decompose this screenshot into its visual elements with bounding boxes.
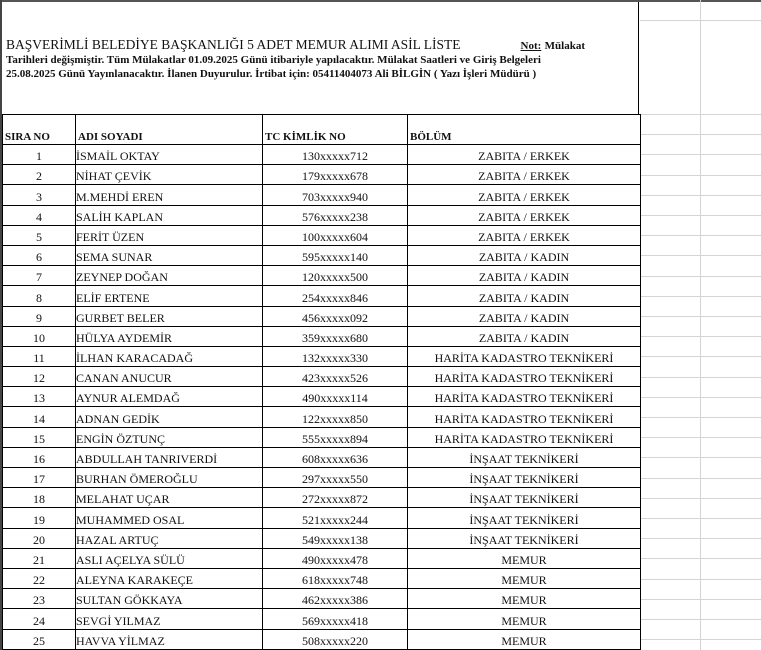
row-name[interactable]: ABDULLAH TANRIVERDİ <box>76 447 263 467</box>
table-row <box>3 629 641 649</box>
note-text-2: Tarihleri değişmiştir. Tüm Mülakatlar 01.09.2025 Günü itibariyle yapılacaktır. Mülakat Saatleri ve Giriş Belgeleri <box>6 54 541 66</box>
row-tc-no[interactable]: 272xxxxx872 <box>263 488 408 508</box>
row-tc-no[interactable]: 595xxxxx140 <box>263 245 408 265</box>
table-row <box>3 367 641 387</box>
row-name[interactable]: HAZAL ARTUÇ <box>76 528 263 548</box>
row-name[interactable]: SEVGİ YILMAZ <box>76 609 263 629</box>
row-department[interactable]: HARİTA KADASTRO TEKNİKERİ <box>408 387 641 407</box>
row-department[interactable]: MEMUR <box>408 568 641 588</box>
row-name[interactable]: NİHAT ÇEVİK <box>76 165 263 185</box>
table-row <box>3 589 641 609</box>
gridline-horizontal <box>640 134 762 135</box>
row-department[interactable]: MEMUR <box>408 548 641 568</box>
row-number[interactable]: 10 <box>3 326 76 346</box>
row-tc-no[interactable]: 703xxxxx940 <box>263 185 408 205</box>
row-name[interactable]: ADNAN GEDİK <box>76 407 263 427</box>
header-adi-soyadi[interactable]: ADI SOYADI <box>76 115 263 145</box>
row-department[interactable]: ZABITA / ERKEK <box>408 225 641 245</box>
table-row <box>3 185 641 205</box>
gridline-horizontal <box>640 296 762 297</box>
table-row <box>3 427 641 447</box>
row-tc-no[interactable]: 462xxxxx386 <box>263 589 408 609</box>
header-sira-no[interactable]: SIRA NO <box>3 115 76 145</box>
row-number[interactable]: 21 <box>3 548 76 568</box>
table-row <box>3 488 641 508</box>
gridline-horizontal <box>640 457 762 458</box>
row-department[interactable]: HARİTA KADASTRO TEKNİKERİ <box>408 427 641 447</box>
row-name[interactable]: ENGİN ÖZTUNÇ <box>76 427 263 447</box>
table-row <box>3 306 641 326</box>
row-name[interactable]: HAVVA YİLMAZ <box>76 629 263 649</box>
row-name[interactable]: CANAN ANUCUR <box>76 367 263 387</box>
row-department[interactable]: MEMUR <box>408 609 641 629</box>
gridline-horizontal <box>640 215 762 216</box>
row-name[interactable]: SULTAN GÖKKAYA <box>76 589 263 609</box>
gridline-horizontal <box>640 175 762 176</box>
row-tc-no[interactable]: 521xxxxx244 <box>263 508 408 528</box>
row-department[interactable]: HARİTA KADASTRO TEKNİKERİ <box>408 346 641 366</box>
table-row <box>3 508 641 528</box>
row-name[interactable]: SEMA SUNAR <box>76 245 263 265</box>
row-number[interactable]: 24 <box>3 609 76 629</box>
row-tc-no[interactable]: 130xxxxx712 <box>263 145 408 165</box>
row-number[interactable]: 4 <box>3 205 76 225</box>
table-row <box>3 165 641 185</box>
row-name[interactable]: SALİH KAPLAN <box>76 205 263 225</box>
table-row <box>3 548 641 568</box>
note-label: Not: <box>520 40 542 52</box>
row-name[interactable]: GURBET BELER <box>76 306 263 326</box>
row-tc-no[interactable]: 456xxxxx092 <box>263 306 408 326</box>
row-number[interactable]: 15 <box>3 427 76 447</box>
row-name[interactable]: İSMAİL OKTAY <box>76 145 263 165</box>
row-name[interactable]: FERİT ÜZEN <box>76 225 263 245</box>
row-tc-no[interactable]: 359xxxxx680 <box>263 326 408 346</box>
gridline-horizontal <box>640 518 762 519</box>
row-department[interactable]: ZABITA / ERKEK <box>408 145 641 165</box>
header-bolum[interactable]: BÖLÜM <box>408 115 641 145</box>
row-name[interactable]: İLHAN KARACADAĞ <box>76 346 263 366</box>
row-number[interactable]: 5 <box>3 225 76 245</box>
gridline-horizontal <box>640 599 762 600</box>
table-row <box>3 346 641 366</box>
gridline-horizontal <box>640 437 762 438</box>
row-department[interactable]: ZABITA / ERKEK <box>408 165 641 185</box>
row-tc-no[interactable]: 549xxxxx138 <box>263 528 408 548</box>
header-cell[interactable] <box>2 2 639 114</box>
row-department[interactable]: İNŞAAT TEKNİKERİ <box>408 468 641 488</box>
row-department[interactable]: MEMUR <box>408 629 641 649</box>
row-number[interactable]: 3 <box>3 185 76 205</box>
row-number[interactable]: 18 <box>3 488 76 508</box>
table-row <box>3 447 641 467</box>
row-number[interactable]: 20 <box>3 528 76 548</box>
row-tc-no[interactable]: 120xxxxx500 <box>263 266 408 286</box>
table-row <box>3 145 641 165</box>
row-tc-no[interactable]: 555xxxxx894 <box>263 427 408 447</box>
table-row <box>3 468 641 488</box>
table-row <box>3 568 641 588</box>
table-row <box>3 528 641 548</box>
row-department[interactable]: ZABITA / KADIN <box>408 245 641 265</box>
gridline-horizontal <box>640 579 762 580</box>
row-department[interactable]: ZABITA / ERKEK <box>408 185 641 205</box>
row-name[interactable]: ASLI AÇELYA SÜLÜ <box>76 548 263 568</box>
row-number[interactable]: 9 <box>3 306 76 326</box>
table-row <box>3 266 641 286</box>
row-tc-no[interactable]: 132xxxxx330 <box>263 346 408 366</box>
row-department[interactable]: İNŞAAT TEKNİKERİ <box>408 488 641 508</box>
gridline-horizontal <box>640 316 762 317</box>
row-tc-no[interactable]: 490xxxxx114 <box>263 387 408 407</box>
row-number[interactable]: 7 <box>3 266 76 286</box>
row-number[interactable]: 22 <box>3 568 76 588</box>
row-number[interactable]: 6 <box>3 245 76 265</box>
row-name[interactable]: BURHAN ÖMEROĞLU <box>76 468 263 488</box>
row-name[interactable]: M.MEHDİ EREN <box>76 185 263 205</box>
row-department[interactable]: ZABITA / ERKEK <box>408 205 641 225</box>
gridline-horizontal <box>640 397 762 398</box>
row-name[interactable]: HÜLYA AYDEMİR <box>76 326 263 346</box>
header-tc-kimlik-no[interactable]: TC KİMLİK NO <box>263 115 408 145</box>
gridline-horizontal <box>640 619 762 620</box>
gridline-horizontal <box>640 356 762 357</box>
row-number[interactable]: 16 <box>3 447 76 467</box>
gridline-horizontal <box>640 558 762 559</box>
note-text-1: Mülakat <box>544 40 585 52</box>
row-department[interactable]: İNŞAAT TEKNİKERİ <box>408 528 641 548</box>
table-row <box>3 387 641 407</box>
row-department[interactable]: MEMUR <box>408 589 641 609</box>
row-tc-no[interactable]: 297xxxxx550 <box>263 468 408 488</box>
row-number[interactable]: 25 <box>3 629 76 649</box>
gridline-horizontal <box>640 195 762 196</box>
row-tc-no[interactable]: 490xxxxx478 <box>263 548 408 568</box>
gridline-horizontal <box>640 336 762 337</box>
row-name[interactable]: AYNUR ALEMDAĞ <box>76 387 263 407</box>
table-row <box>3 407 641 427</box>
gridline-horizontal <box>640 235 762 236</box>
gridline-horizontal <box>640 538 762 539</box>
gridline-horizontal <box>640 377 762 378</box>
row-name[interactable]: MELAHAT UÇAR <box>76 488 263 508</box>
gridline-horizontal <box>640 417 762 418</box>
gridline-horizontal <box>640 639 762 640</box>
table-header-row <box>3 115 641 145</box>
gridline-horizontal <box>640 276 762 277</box>
row-number[interactable]: 23 <box>3 589 76 609</box>
table-row <box>3 245 641 265</box>
row-department[interactable]: ZABITA / KADIN <box>408 286 641 306</box>
row-department[interactable]: İNŞAAT TEKNİKERİ <box>408 447 641 467</box>
table-row <box>3 286 641 306</box>
row-department[interactable]: İNŞAAT TEKNİKERİ <box>408 508 641 528</box>
row-tc-no[interactable]: 254xxxxx846 <box>263 286 408 306</box>
row-tc-no[interactable]: 122xxxxx850 <box>263 407 408 427</box>
row-tc-no[interactable]: 569xxxxx418 <box>263 609 408 629</box>
row-name[interactable]: ELİF ERTENE <box>76 286 263 306</box>
table-row <box>3 326 641 346</box>
gridline-vertical <box>700 0 701 650</box>
row-tc-no[interactable]: 608xxxxx636 <box>263 447 408 467</box>
row-department[interactable]: HARİTA KADASTRO TEKNİKERİ <box>408 367 641 387</box>
row-number[interactable]: 8 <box>3 286 76 306</box>
gridline-horizontal <box>640 498 762 499</box>
row-number[interactable]: 17 <box>3 468 76 488</box>
row-tc-no[interactable]: 100xxxxx604 <box>263 225 408 245</box>
row-department[interactable]: ZABITA / KADIN <box>408 266 641 286</box>
row-department[interactable]: ZABITA / KADIN <box>408 326 641 346</box>
candidate-table <box>2 114 641 650</box>
row-number[interactable]: 12 <box>3 367 76 387</box>
document-title: BAŞVERİMLİ BELEDİYE BAŞKANLIĞI 5 ADET MEMUR ALIMI ASİL LİSTE <box>6 37 461 52</box>
gridline-horizontal <box>640 478 762 479</box>
row-tc-no[interactable]: 576xxxxx238 <box>263 205 408 225</box>
row-department[interactable]: ZABITA / KADIN <box>408 306 641 326</box>
row-number[interactable]: 11 <box>3 346 76 366</box>
row-number[interactable]: 14 <box>3 407 76 427</box>
row-name[interactable]: ALEYNA KARAKEÇE <box>76 568 263 588</box>
gridline-horizontal <box>640 114 762 115</box>
gridline-horizontal <box>640 20 762 21</box>
row-tc-no[interactable]: 179xxxxx678 <box>263 165 408 185</box>
row-number[interactable]: 13 <box>3 387 76 407</box>
row-department[interactable]: HARİTA KADASTRO TEKNİKERİ <box>408 407 641 427</box>
row-number[interactable]: 19 <box>3 508 76 528</box>
row-name[interactable]: ZEYNEP DOĞAN <box>76 266 263 286</box>
table-row <box>3 225 641 245</box>
row-number[interactable]: 1 <box>3 145 76 165</box>
row-number[interactable]: 2 <box>3 165 76 185</box>
row-name[interactable]: MUHAMMED OSAL <box>76 508 263 528</box>
gridline-horizontal <box>640 154 762 155</box>
row-tc-no[interactable]: 618xxxxx748 <box>263 568 408 588</box>
title-line <box>6 37 638 54</box>
table-row <box>3 609 641 629</box>
row-tc-no[interactable]: 508xxxxx220 <box>263 629 408 649</box>
gridline-horizontal <box>640 255 762 256</box>
row-tc-no[interactable]: 423xxxxx526 <box>263 367 408 387</box>
table-row <box>3 205 641 225</box>
note-text-3: 25.08.2025 Günü Yayınlanacaktır. İlanen Duyurulur. İrtibat için: 05411404073 Ali BİLGİN ( Yazı İşleri Müdürü ) <box>6 68 537 80</box>
